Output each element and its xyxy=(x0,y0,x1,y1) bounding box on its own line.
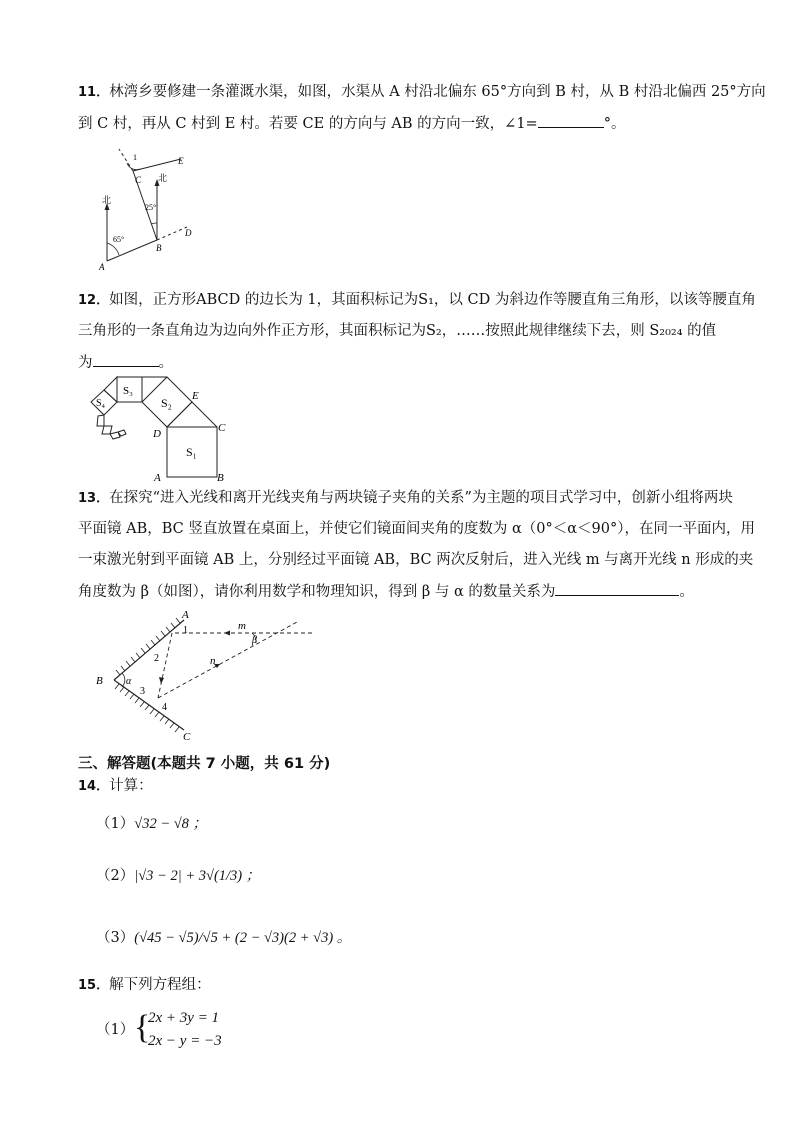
q11-figure xyxy=(95,143,215,273)
q13-figure xyxy=(92,606,322,744)
q13-number: 13． xyxy=(78,491,110,506)
q12-line2: 三角形的一条直角边为边向外作正方形，其面积标记为S₂，……按照此规律继续下去，则 S₂₀₂₄ 的值 xyxy=(78,323,717,339)
svg-text:E: E xyxy=(192,390,199,402)
svg-text:A: A xyxy=(99,262,105,272)
q15-eq1: 2x + 3y = 1 xyxy=(148,1010,220,1026)
svg-text:2: 2 xyxy=(154,653,159,664)
svg-text:n: n xyxy=(210,655,216,667)
svg-text:3: 3 xyxy=(140,686,145,697)
q12-label-s3: S₃ xyxy=(123,385,133,397)
q15-number: 15． xyxy=(78,978,110,993)
svg-text:1: 1 xyxy=(183,625,188,636)
q12-line3: 为 。 xyxy=(78,352,173,373)
q11-north-label-2: 北 xyxy=(158,173,168,183)
q12-label-s1: S₁ xyxy=(186,445,197,459)
svg-text:β: β xyxy=(252,635,257,646)
q11-angle-25: 25° xyxy=(145,203,157,212)
svg-text:B: B xyxy=(96,675,103,687)
q15-part1-label: （1） xyxy=(96,1022,135,1038)
svg-text:A: A xyxy=(182,609,189,621)
svg-text:m: m xyxy=(238,620,246,632)
svg-text:B: B xyxy=(156,243,162,253)
q12-figure xyxy=(88,374,238,482)
q11-north-label-1: 北 xyxy=(102,195,112,205)
q11-number: 11． xyxy=(78,85,110,100)
q12-label-s2: S₂ xyxy=(161,396,172,410)
q12-answer-blank[interactable] xyxy=(93,352,159,367)
q12-line1: 12．如图，正方形ABCD 的边长为 1，其面积标记为S₁，以 CD 为斜边作等腰直角三角形，以该等腰直角 xyxy=(78,292,756,308)
q13-line1: 13．在探究“进入光线和离开光线夹角与两块镜子夹角的关系”为主题的项目式学习中，创新小组将两块 xyxy=(78,490,733,506)
svg-text:D: D xyxy=(185,228,192,238)
svg-text:C: C xyxy=(218,422,226,434)
q14-title-line: 14．计算： xyxy=(78,778,153,794)
q11-text-line1: 林湾乡要修建一条灌溉水渠，如图，水渠从 A 村沿北偏东 65°方向到 B 村，从 B 村沿北偏西 25°方向 xyxy=(109,84,766,100)
q11-angle-65: 65° xyxy=(113,235,125,244)
svg-text:E: E xyxy=(178,156,184,166)
section-title: 三、解答题(本题共 7 小题，共 61 分) xyxy=(78,756,331,772)
svg-text:D: D xyxy=(153,428,161,440)
q14-part3: （3）(√45 − √5)/√5 + (2 − √3)(2 + √3) 。 xyxy=(96,930,352,946)
q13-line3: 一束激光射到平面镜 AB 上，分别经过平面镜 AB，BC 两次反射后，进入光线 m 与离开光线 n 形成的夹 xyxy=(78,552,754,568)
q12-label-s4: S₄ xyxy=(96,398,106,409)
svg-text:α: α xyxy=(126,676,132,687)
q15-system-brace: { xyxy=(134,1009,151,1046)
q15-eq2: 2x − y = −3 xyxy=(148,1033,222,1049)
q11-line2: 到 C 村，再从 C 村到 E 村。若要 CE 的方向与 AB 的方向一致，∠1= °。 xyxy=(78,113,625,134)
q14-part2: （2）|√3 − 2| + 3√(1/3) ； xyxy=(96,868,261,884)
q14-number: 14． xyxy=(78,779,110,794)
q14-expr2: |√3 − 2| + 3√(1/3) ； xyxy=(134,868,261,884)
q13-line4: 角度数为 β（如图），请你利用数学和物理知识，得到 β 与 α 的数量关系为 。 xyxy=(78,581,694,602)
svg-text:B: B xyxy=(217,472,224,482)
q11-text-line2: 到 C 村，再从 C 村到 E 村。若要 CE 的方向与 AB 的方向一致，∠1= xyxy=(78,116,538,132)
svg-text:4: 4 xyxy=(162,702,167,713)
q11-answer-blank[interactable] xyxy=(538,113,604,128)
q12-number: 12． xyxy=(78,293,110,308)
q13-line2: 平面镜 AB，BC 竖直放置在桌面上，并使它们镜面间夹角的度数为 α（0°＜α＜90°），在同一平面内，用 xyxy=(78,521,755,537)
q14-part1: （1）√32 − √8 ； xyxy=(96,816,208,832)
q14-expr3: (√45 − √5)/√5 + (2 − √3)(2 + √3) 。 xyxy=(134,930,352,946)
svg-text:C: C xyxy=(183,731,191,743)
q13-answer-blank[interactable] xyxy=(555,581,679,596)
svg-text:A: A xyxy=(154,472,161,482)
q11-line1 xyxy=(78,82,766,103)
q14-expr1: √32 − √8 ； xyxy=(134,816,208,832)
svg-text:C: C xyxy=(135,175,142,185)
q11-angle-1: 1 xyxy=(133,153,137,162)
q15-title-line: 15．解下列方程组： xyxy=(78,977,211,993)
